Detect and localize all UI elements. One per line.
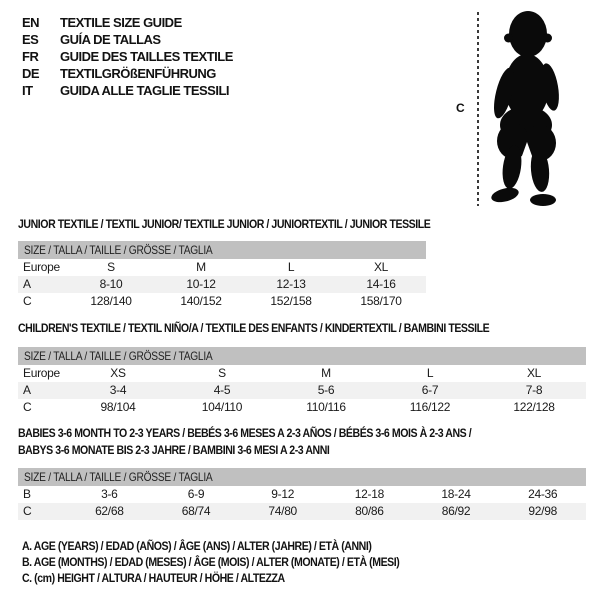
table-cell: 74/80	[268, 504, 297, 518]
table-row	[18, 503, 586, 520]
table-cell: XL	[526, 366, 542, 380]
table-cell: 10-12	[186, 277, 216, 291]
table-cell: 86/92	[441, 504, 471, 518]
table-title: CHILDREN'S TEXTILE / TEXTIL NIÑO/A / TEXTILE DES ENFANTS / KINDERTEXTIL / BAMBINI TESSILE	[18, 321, 490, 335]
row-label: C	[23, 400, 32, 414]
table-cell: 98/104	[100, 400, 136, 414]
language-code: DE	[22, 66, 40, 81]
footnotes	[22, 538, 451, 586]
junior-textile-table	[18, 216, 431, 310]
table-cell: L	[287, 260, 295, 274]
table-cell: 3-4	[109, 383, 127, 397]
table-cell: 6-9	[187, 487, 205, 501]
table-cell: 8-10	[99, 277, 123, 291]
table-cell: 152/158	[270, 294, 312, 308]
size-table	[18, 468, 586, 520]
row-label: B	[23, 487, 31, 501]
row-label: A	[23, 277, 31, 291]
table-header-label: SIZE / TALLA / TAILLE / GRÖSSE / TAGLIA	[24, 243, 213, 257]
table-cell: 92/98	[528, 504, 557, 518]
table-cell: 110/116	[306, 400, 346, 414]
table-row	[18, 399, 586, 416]
row-label: Europe	[23, 366, 60, 380]
language-row-es	[22, 31, 233, 48]
table-header	[18, 241, 426, 259]
language-row-fr	[22, 48, 233, 65]
table-cell: 122/128	[513, 400, 555, 414]
table-header-label: SIZE / TALLA / TAILLE / GRÖSSE / TAGLIA	[24, 349, 213, 363]
table-cell: 12-13	[276, 277, 306, 291]
guide-title-de: TEXTILGRÖßENFÜHRUNG	[60, 66, 216, 81]
table-cell: 24-36	[528, 487, 558, 501]
footnote-b: B. AGE (MONTHS) / EDAD (MESES) / ÂGE (MOIS) / ALTER (MONATE) / ETÀ (MESI)	[22, 555, 400, 569]
height-measure-line	[477, 12, 479, 206]
table-cell: 128/140	[90, 294, 132, 308]
row-label: Europe	[23, 260, 60, 274]
language-code: ES	[22, 32, 39, 47]
row-label: A	[23, 383, 31, 397]
table-row	[18, 365, 586, 382]
table-cell: 4-5	[213, 383, 231, 397]
size-table	[18, 241, 426, 310]
toddler-silhouette-icon	[487, 9, 573, 207]
table-row	[18, 382, 586, 399]
table-row	[18, 276, 426, 293]
size-table	[18, 347, 586, 416]
table-cell: XL	[373, 260, 389, 274]
table-cell: M	[196, 260, 206, 274]
table-header	[18, 347, 586, 365]
table-header	[18, 468, 586, 486]
guide-title-fr: GUIDE DES TAILLES TEXTILE	[60, 49, 233, 64]
language-row-en	[22, 14, 233, 31]
footnote-c: C. (cm) HEIGHT / ALTURA / HAUTEUR / HÖHE / ALTEZZA	[22, 571, 285, 585]
table-header-label: SIZE / TALLA / TAILLE / GRÖSSE / TAGLIA	[24, 470, 213, 484]
footnote-a: A. AGE (YEARS) / EDAD (AÑOS) / ÂGE (ANS) / ALTER (JAHRE) / ETÀ (ANNI)	[22, 539, 372, 553]
table-cell: S	[107, 260, 115, 274]
height-measure-label: C	[456, 101, 465, 115]
table-cell: 158/170	[360, 294, 402, 308]
table-cell: 80/86	[355, 504, 384, 518]
table-row	[18, 486, 586, 503]
row-label: C	[23, 504, 32, 518]
table-cell: 5-6	[317, 383, 335, 397]
table-cell: 12-18	[354, 487, 384, 501]
table-cell: 9-12	[271, 487, 295, 501]
table-cell: 140/152	[180, 294, 222, 308]
table-cell: M	[321, 366, 331, 380]
language-code: IT	[22, 83, 33, 98]
table-row	[18, 293, 426, 310]
children-textile-table	[18, 320, 586, 416]
table-cell: 116/122	[409, 400, 451, 414]
table-cell: 6-7	[421, 383, 439, 397]
table-cell: 3-6	[101, 487, 118, 501]
table-title: JUNIOR TEXTILE / TEXTIL JUNIOR/ TEXTILE JUNIOR / JUNIORTEXTIL / JUNIOR TESSILE	[18, 217, 431, 231]
language-code: FR	[22, 49, 39, 64]
table-cell: L	[426, 366, 434, 380]
table-cell: 14-16	[366, 277, 396, 291]
table-title: BABYS 3-6 MONATE BIS 2-3 JAHRE / BAMBINI 3-6 MESI A 2-3 ANNI	[18, 443, 330, 457]
babies-textile-table	[18, 425, 586, 520]
guide-title-it: GUIDA ALLE TAGLIE TESSILI	[60, 83, 230, 98]
language-row-de	[22, 65, 233, 82]
language-row-it	[22, 82, 233, 99]
language-title-list	[22, 14, 233, 99]
row-label: C	[23, 294, 32, 308]
table-cell: 104/110	[201, 400, 243, 414]
table-cell: XS	[110, 366, 126, 380]
table-cell: 7-8	[525, 383, 543, 397]
guide-title-es: GUÍA DE TALLAS	[60, 32, 161, 47]
table-cell: 68/74	[181, 504, 211, 518]
table-title: BABIES 3-6 MONTH TO 2-3 YEARS / BEBÉS 3-6 MESES A 2-3 AÑOS / BÉBÉS 3-6 MOIS À 2-3 ANS /	[18, 426, 472, 440]
table-cell: S	[218, 366, 226, 380]
language-code: EN	[22, 15, 40, 30]
guide-title-en: TEXTILE SIZE GUIDE	[60, 15, 182, 30]
table-row	[18, 259, 426, 276]
table-cell: 62/68	[95, 504, 124, 518]
table-cell: 18-24	[441, 487, 471, 501]
